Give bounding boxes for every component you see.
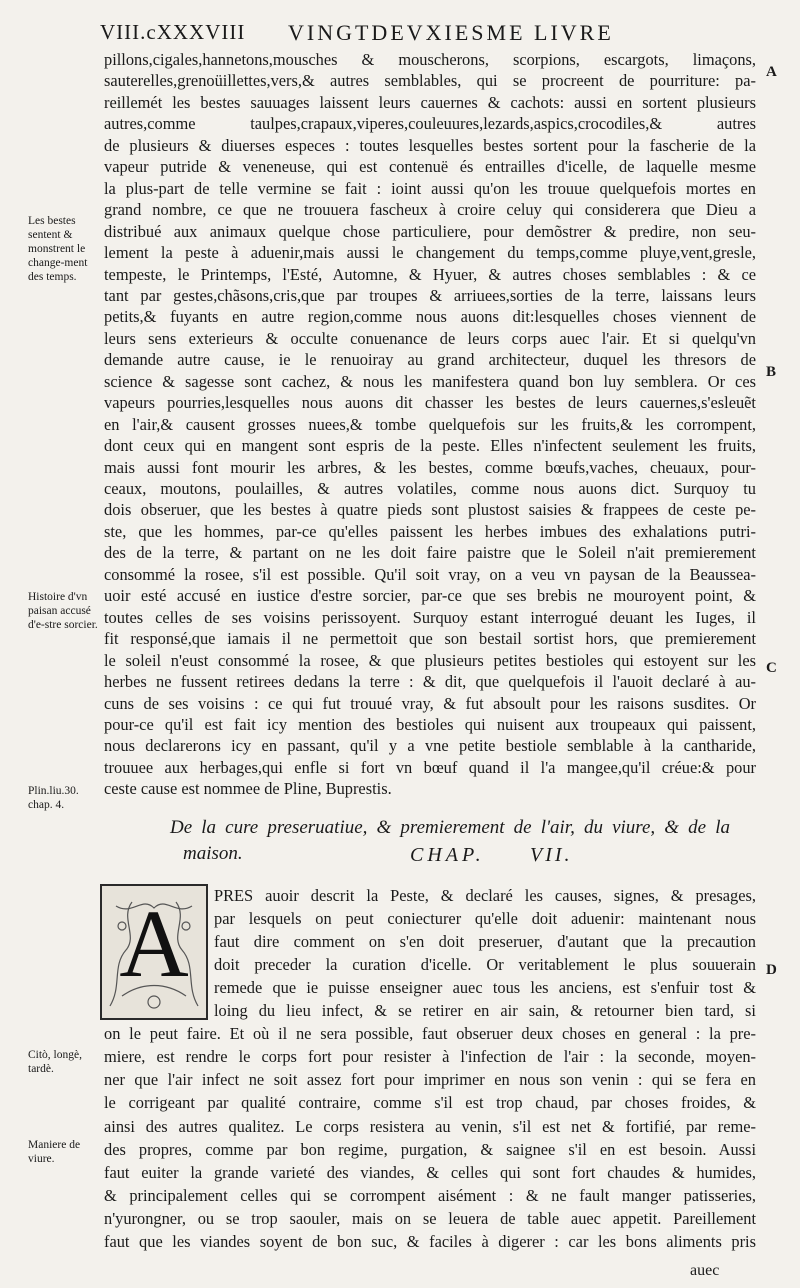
- margin-note-pliny: Plin.liu.30. chap. 4.: [28, 785, 79, 811]
- text-line: & principalement celles qui se corrompent aisément : & ne fault manger patisseries,: [104, 1185, 756, 1205]
- text-line: uoir esté accusé en iustice d'estre sorcier, par-ce que ses brebis ne mouroyent point, &: [104, 586, 756, 606]
- text-line: science & sagesse sont cachez, & nous les manifestera quand bon luy semblera. Or ces: [104, 371, 756, 391]
- text-line: vapeurs pourries,lesquelles nous auons dit chasser les bestes de leurs cauernes,s'esleuẽt: [104, 393, 756, 413]
- page-header: [100, 8, 760, 45]
- text-line: remede que ie puisse enseigner auec tous les anciens, est s'enfuir tost &: [214, 978, 756, 998]
- text-line: vapeur putride & veneneuse, qui est contenuë és entrailles d'icelle, de laquelle mesme: [104, 157, 756, 177]
- text-line: des de la terre, & partant on ne les doit faire paistre que le Soleil n'ait premierement: [104, 543, 756, 563]
- text-line: doit preceder la curation d'icelle. Or veritablement le plus souuerain: [214, 955, 756, 975]
- text-line: le corrigeant par qualité contraire, comme s'il est trop chaud, par choses froides, &: [104, 1093, 756, 1113]
- text-line: cuns de ses voisins : ce qui fut trouué vray, & fut absoult pour les raisons susdites. Or: [104, 693, 756, 713]
- text-line: on le peut faire. Et où il ne sera possible, faut obseruer deux choses en general : la pre-: [104, 1024, 756, 1044]
- margin-note-weather: Les bestes sentent & monstrent le change-ment des temps.: [28, 215, 88, 283]
- margin-note-peasant: Histoire d'vn paisan accusé d'e-stre sorcier.: [28, 591, 98, 631]
- text-line: reillemét les bestes sauuages laissent leurs cauernes & cachots: aussi en sortent plusieurs: [104, 92, 756, 112]
- text-line: ceaux, moutons, poulailles, & autres volatiles, comme nous auons dict. Surquoy tu: [104, 479, 756, 498]
- text-line: la plus-part de telle vermine se fait : ioint aussi qu'on les trouue quelquefois mortes en: [104, 178, 756, 198]
- text-line: leurs sens exterieurs & occulte conuenance de leurs corps auec l'air. Et si quelqu'vn: [104, 328, 756, 348]
- text-line: n'yurongner, ou se trop saouler, mais on se leuera de table auec appetit. Pareillement: [104, 1208, 756, 1228]
- text-line: en l'air,& causent grosses nuees,& tombe quelquefois sur les fruits,& les corrompent,: [104, 414, 756, 434]
- margin-letter-b: B: [766, 364, 777, 380]
- text-line: tempeste, le Printemps, l'Esté, Automne, & Hyuer, & autres choses semblables : & ce: [104, 264, 756, 284]
- text-line: lement la peste à aduenir,mais aussi le changement du temps,comme pluye,vent,gresle,: [104, 243, 756, 263]
- text-line: par lesquels on peut coniecturer qu'elle doit aduenir: maintenant nous: [214, 909, 756, 929]
- text-line: ainsi des autres qualitez. Le corps resistera au venin, s'il est net & fortifié, par reme-: [104, 1116, 756, 1136]
- text-line: ste, que les hommes, par-ce qu'elles paissent les herbes imbues des exhalations putri-: [104, 521, 756, 541]
- margin-letter-a: A: [766, 64, 777, 80]
- text-line: fit responsé,que iamais il ne permettoit que son bestail sortist hors, que premierement: [104, 629, 756, 649]
- text-line: ceste cause est nommee de Pline, Buprestis.: [104, 779, 392, 799]
- text-line: petits,& fuyants en autre region,comme nous auons dit:lesquelles choses viennent de: [104, 307, 756, 327]
- text-line: mais aussi font mourir les arbres, & les bestes, comme bœufs,vaches, cheuaux, pour-: [104, 457, 756, 477]
- folio-number: VIII.cXXXVIII: [100, 20, 246, 44]
- margin-letter-d: D: [766, 962, 777, 978]
- text-line: faut dire comment on s'en doit preseruer, d'autant que la precaution: [214, 932, 756, 952]
- chapter-title-line-2: maison.: [183, 843, 243, 864]
- text-line: demande autre cause, ie le renuoiray au grand architecteur, duquel les thresors de: [104, 350, 756, 370]
- text-line: autres,comme taulpes,crapaux,viperes,couleuures,lezards,aspics,crocodiles,& autres: [104, 114, 756, 134]
- chapter-number: VII.: [530, 844, 573, 866]
- text-line: pour-ce qu'il est fait icy mention des bestioles qui nuisent aux troupeaux qui paissent,: [104, 714, 756, 734]
- text-line: miere, est rendre le corps fort pour resister à l'infection de l'air : la seconde, moyen-: [104, 1047, 756, 1067]
- text-line: pillons,cigales,hannetons,mousches & mouscherons, scorpions, escargots, limaçons,: [104, 50, 756, 69]
- margin-note-flight: Citò, longè, tardè.: [28, 1049, 82, 1075]
- text-line: nous declarerons icy en passant, qu'il y a vne petite bestiole semblable à la cantharide,: [104, 736, 756, 756]
- text-line: consommé la rosee, s'il est possible. Qu'il soit vray, on a veu vn paysan de la Beaussea-: [104, 564, 756, 584]
- text-line: tant par gestes,chãsons,cris,que par troupes & arriuees,sorties de la terre, laissans leurs: [104, 285, 756, 305]
- text-line: grand nombre, ce que ne trouuera fascheux à croire celuy qui considerera que Dieu a: [104, 200, 756, 220]
- decorated-initial: [100, 884, 208, 1020]
- text-line: des propres, comme par bon regime, purgation, & saignee s'il en est besoin. Aussi: [104, 1139, 756, 1159]
- text-line: ner que l'air infect ne soit assez fort pour imprimer en nous son venin : qui se fera en: [104, 1070, 756, 1090]
- text-line: PRES auoir descrit la Peste, & declaré les causes, signes, & presages,: [214, 886, 756, 905]
- text-line: faut euiter la grande varieté des viandes, & celles qui sont fort chaudes & humides,: [104, 1162, 756, 1182]
- chapter-label: CHAP.: [410, 844, 485, 866]
- text-line: herbes ne fussent retirees dedans la terre : & dit, que quelquefois il l'auoit declaré à au-: [104, 672, 756, 692]
- text-line: le soleil n'eust consommé la rosee, & que plusieurs petites bestioles qui estoyent sur les: [104, 650, 756, 670]
- text-line: trouuee aux herbages,qui enfle si fort vn bœuf quand il l'a mangee,qu'il créue:& pour: [104, 757, 756, 777]
- catchword: auec: [690, 1262, 720, 1279]
- initial-letter: A: [119, 890, 189, 997]
- text-line: loing du lieu infect, & se retirer en air sain, & retourner bien tard, si: [214, 1001, 756, 1021]
- text-line: distribué aux animaux quelque chose particuliere, pour demõstrer & predire, non seu-: [104, 221, 756, 241]
- text-line: dont ceux qui en mangent sont espris de la peste. Elles n'infectent seulement les fruits,: [104, 436, 756, 456]
- text-line: dois obseruer, que les bestes à quatre pieds sont plustost saisies & frappees de ceste pe-: [104, 500, 756, 520]
- margin-note-diet: Maniere de viure.: [28, 1139, 81, 1165]
- chapter-title-line-1: De la cure preseruatiue, & premierement de l'air, du viure, & de la: [170, 817, 730, 838]
- margin-letter-c: C: [766, 660, 777, 676]
- text-line: sauterelles,grenoüillettes,vers,& autres semblables, qui se procreent de pourriture: pa-: [104, 71, 756, 91]
- text-line: faut que les viandes soyent de bon suc, & faciles à digerer : car les bons aliments pris: [104, 1231, 756, 1251]
- running-title: VINGTDEVXIESME LIVRE: [288, 20, 614, 45]
- text-line: toutes celles de ses voisins perissoyent. Surquoy estant interrogué deuant les Iuges, il: [104, 607, 756, 627]
- text-line: de plusieurs & diuerses especes : toutes lesquelles bestes sortent pour la fascherie de la: [104, 135, 756, 155]
